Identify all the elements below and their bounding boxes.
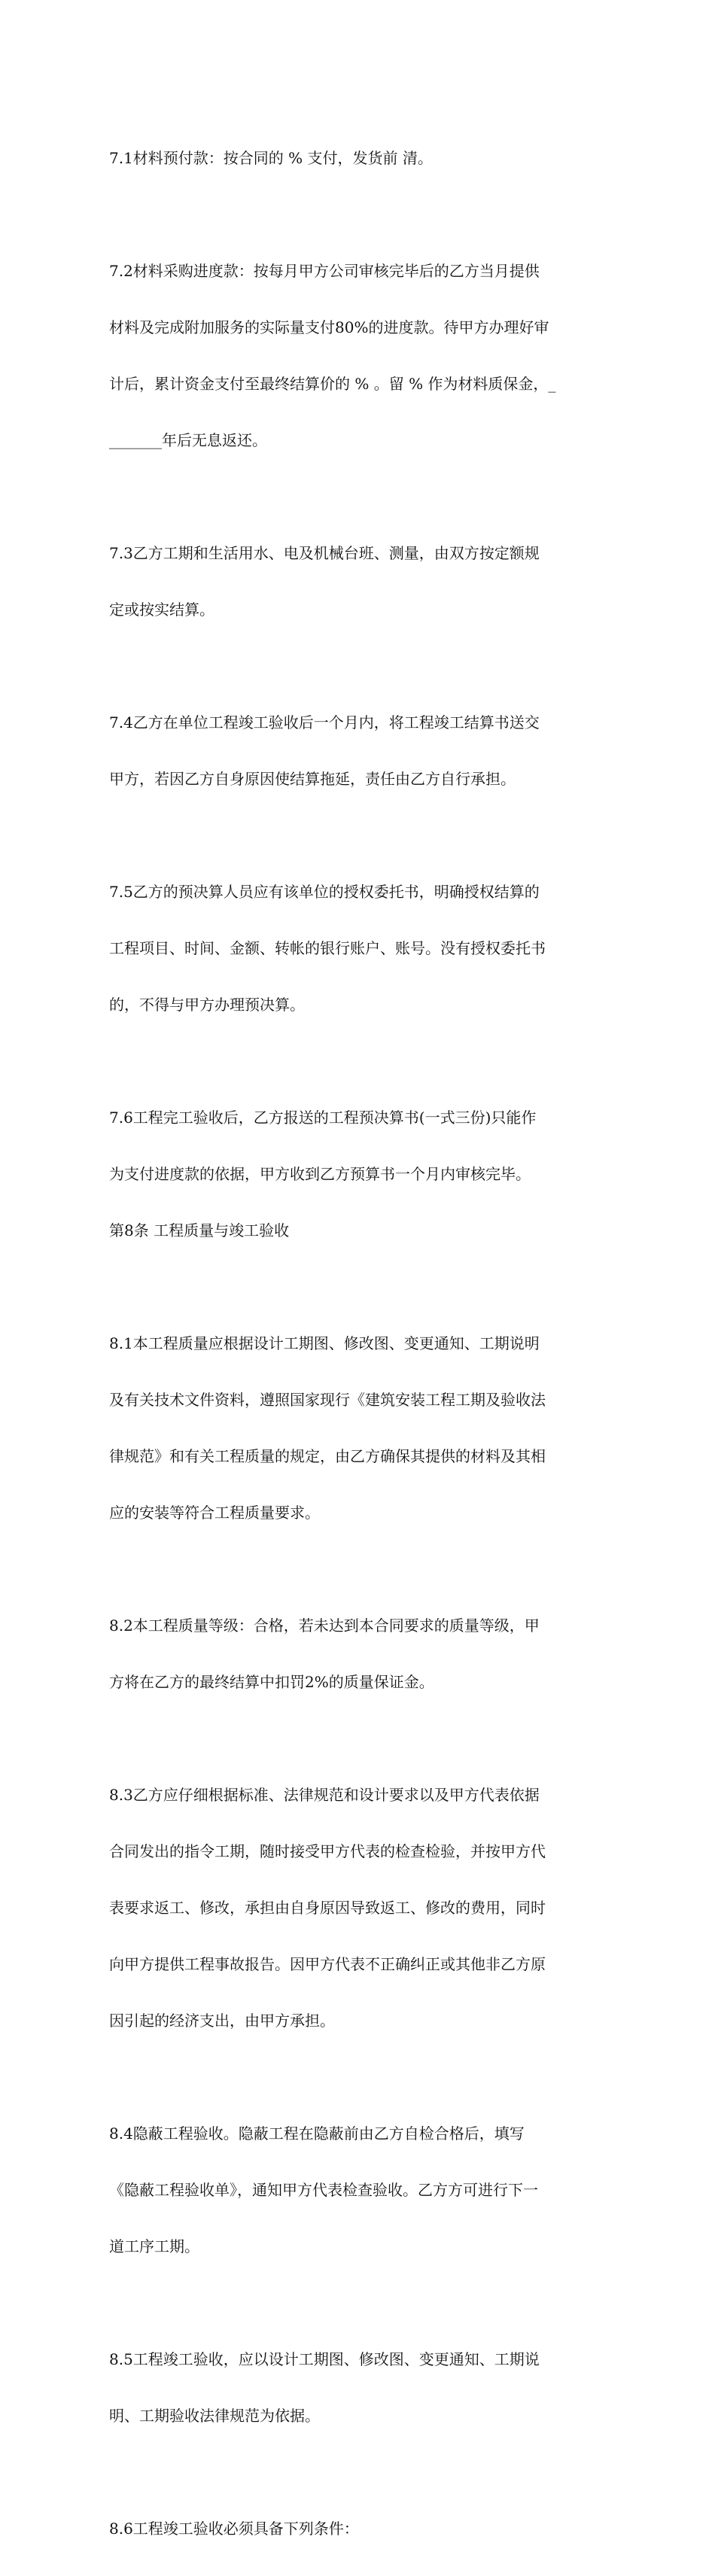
text-line: 8.1本工程质量应根据设计工期图、修改图、变更通知、工期说明 (109, 1334, 540, 1352)
text-line: 8.6工程竣工验收必须具备下列条件： (109, 2520, 359, 2538)
section-heading: 第8条 工程质量与竣工验收 (109, 1221, 290, 1239)
clause-7-5 (109, 845, 610, 1052)
clause-7-6 (109, 1071, 610, 1278)
text-line: 明、工期验收法律规范为依据。 (109, 2407, 320, 2425)
text-line: 7.3乙方工期和生活用水、电及机械台班、测量，由双方按定额规 (109, 544, 540, 562)
text-line: 计后，累计资金支付至最终结算价的 % 。留 % 作为材料质保金，_ (109, 375, 556, 393)
text-line: 8.5工程竣工验收，应以设计工期图、修改图、变更通知、工期说 (109, 2350, 540, 2368)
text-line: 工程项目、时间、金额、转帐的银行账户、账号。没有授权委托书 (109, 939, 546, 957)
text-line: 材料及完成附加服务的实际量支付80%的进度款。待甲方办理好审 (109, 318, 549, 336)
clause-8-1 (109, 1297, 610, 1560)
text-line: 8.3乙方应仔细根据标准、法律规范和设计要求以及甲方代表依据 (109, 1786, 540, 1804)
clause-8-6 (109, 2482, 610, 2576)
document-page (109, 111, 610, 2576)
text-line: 应的安装等符合工程质量要求。 (109, 1504, 320, 1522)
clause-8-4 (109, 2087, 610, 2294)
text-line: 为支付进度款的依据，甲方收到乙方预算书一个月内审核完毕。 (109, 1165, 531, 1183)
text-line: 7.4乙方在单位工程竣工验收后一个月内，将工程竣工结算书送交 (109, 713, 540, 731)
text-line: 《隐蔽工程验收单》，通知甲方代表检查验收。乙方方可进行下一 (109, 2181, 538, 2199)
text-line: 7.1材料预付款：按合同的 % 支付，发货前 清。 (109, 149, 433, 167)
text-line: 8.2本工程质量等级：合格，若未达到本合同要求的质量等级，甲 (109, 1616, 540, 1635)
text-line: 7.6工程完工验收后，乙方报送的工程预决算书(一式三份)只能作 (109, 1109, 537, 1127)
clause-7-1 (109, 111, 610, 205)
text-line: 方将在乙方的最终结算中扣罚2%的质量保证金。 (109, 1673, 434, 1691)
text-line: 道工序工期。 (109, 2237, 199, 2255)
text-line: 7.2材料采购进度款：按每月甲方公司审核完毕后的乙方当月提供 (109, 262, 540, 280)
clause-7-4 (109, 676, 610, 826)
text-line: 向甲方提供工程事故报告。因甲方代表不正确纠正或其他非乙方原 (109, 1955, 546, 1973)
text-line: 的，不得与甲方办理预决算。 (109, 996, 305, 1014)
text-line: 表要求返工、修改，承担由自身原因导致返工、修改的费用，同时 (109, 1899, 546, 1917)
text-line: 8.4隐蔽工程验收。隐蔽工程在隐蔽前由乙方自检合格后，填写 (109, 2124, 525, 2143)
text-line: 因引起的经济支出，由甲方承担。 (109, 2012, 335, 2030)
text-line: 及有关技术文件资料，遵照国家现行《建筑安装工程工期及验收法 (109, 1391, 546, 1409)
text-line: 合同发出的指令工期，随时接受甲方代表的检查检验，并按甲方代 (109, 1842, 546, 1860)
text-line: 7.5乙方的预决算人员应有该单位的授权委托书，明确授权结算的 (109, 883, 540, 901)
clause-8-3 (109, 1748, 610, 2068)
clause-7-3 (109, 506, 610, 657)
clause-8-2 (109, 1579, 610, 1729)
text-line: 定或按实结算。 (109, 601, 214, 619)
text-line: _______年后无息返还。 (109, 431, 267, 449)
text-line: 甲方，若因乙方自身原因使结算拖延，责任由乙方自行承担。 (109, 770, 516, 788)
clause-8-5 (109, 2313, 610, 2463)
clause-7-2 (109, 224, 610, 488)
text-line: 律规范》和有关工程质量的规定，由乙方确保其提供的材料及其相 (109, 1447, 546, 1465)
